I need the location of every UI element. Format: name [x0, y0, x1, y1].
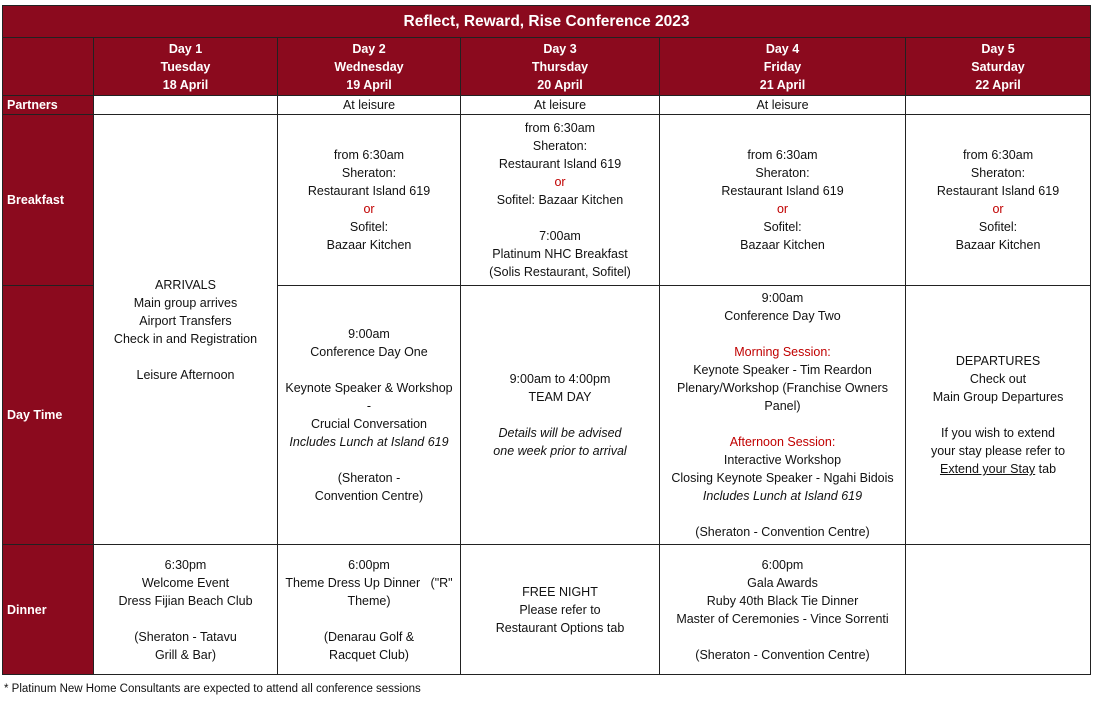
day-header-4 [660, 38, 906, 96]
session-note: one week prior to arrival [493, 444, 627, 458]
daytime-day4-cell [660, 286, 906, 545]
day-weekday: Wednesday [334, 59, 404, 74]
dinner-time: 6:00pm [348, 557, 390, 572]
day-date: 21 April [759, 77, 806, 92]
day-header-1 [94, 38, 278, 96]
breakfast-venue: Restaurant Island 619 [721, 184, 844, 198]
row-label-partners: Partners [3, 96, 94, 115]
session-venue: Convention Centre) [314, 489, 424, 503]
breakfast-venue: Restaurant Island 619 [307, 184, 431, 198]
footnote: * Platinum New Home Consultants are expected to attend all conference sessions [4, 683, 421, 695]
breakfast-venue: Sofitel: Bazaar Kitchen [496, 193, 624, 207]
day-date: 20 April [537, 77, 583, 92]
departures-line: Check out [969, 372, 1027, 386]
session-line: Closing Keynote Speaker - Ngahi Bidois [671, 471, 894, 485]
departures-heading: DEPARTURES [955, 354, 1041, 368]
partners-row [3, 96, 1091, 115]
dinner-line: Restaurant Options tab [495, 620, 625, 635]
dinner-venue: (Sheraton - Tatavu [134, 629, 237, 644]
daytime-day5-cell [906, 286, 1091, 545]
arrivals-line: Check in and Registration [113, 331, 258, 346]
dinner-time: 6:30pm [164, 557, 207, 572]
session-venue: (Sheraton - Convention Centre) [695, 525, 870, 539]
daytime-day3-cell [461, 286, 660, 545]
session-venue: (Sheraton - [337, 471, 401, 485]
breakfast-venue: Restaurant Island 619 [936, 184, 1060, 198]
day-number: Day 2 [352, 41, 386, 56]
breakfast-or: or [992, 202, 1004, 216]
row-label-dinner: Dinner [3, 545, 94, 675]
day-header-5 [906, 38, 1091, 96]
dinner-day3-cell [461, 545, 660, 675]
dinner-line: Gala Awards [747, 575, 818, 590]
session-line: Keynote Speaker - Tim Reardon [693, 363, 872, 377]
dinner-line: Welcome Event [141, 575, 230, 590]
day-header-3 [461, 38, 660, 96]
breakfast-hotel: Sheraton: [341, 166, 397, 180]
breakfast-venue: Bazaar Kitchen [955, 238, 1041, 252]
partners-day2-cell: At leisure [278, 96, 461, 115]
arrivals-line: Airport Transfers [139, 313, 232, 328]
day-weekday: Friday [763, 59, 802, 74]
departures-line: tab [1035, 462, 1057, 476]
departures-line: If you wish to extend [941, 426, 1055, 440]
breakfast-day2-cell [278, 115, 461, 286]
breakfast-or: or [554, 175, 566, 189]
dinner-venue: Racquet Club) [329, 647, 409, 662]
corner-cell [3, 38, 94, 96]
breakfast-time: from 6:30am [333, 148, 405, 162]
dinner-day4-cell [660, 545, 906, 675]
breakfast-time: from 6:30am [747, 148, 818, 162]
day-weekday: Saturday [971, 59, 1025, 74]
dinner-day5-cell [906, 545, 1091, 675]
extend-stay-line [906, 460, 1090, 478]
breakfast-or: or [776, 202, 789, 216]
dinner-day1-cell [94, 545, 278, 675]
dinner-line: Ruby 40th Black Tie Dinner [706, 593, 859, 608]
session-title: TEAM DAY [528, 390, 592, 404]
day-weekday: Thursday [531, 59, 589, 74]
breakfast-time: from 6:30am [962, 148, 1034, 162]
session-time: 9:00am [761, 291, 804, 305]
breakfast-row [3, 115, 1091, 286]
day-header-2 [278, 38, 461, 96]
dinner-time: 6:00pm [761, 557, 804, 572]
breakfast-hotel: Sofitel: [349, 220, 389, 234]
departures-line: your stay please refer to [930, 444, 1066, 458]
breakfast-day3-cell [461, 115, 660, 286]
breakfast-hotel: Sheraton: [532, 139, 588, 153]
arrivals-heading: ARRIVALS [155, 277, 216, 292]
breakfast-hotel: Sheraton: [970, 166, 1026, 180]
breakfast-venue: Bazaar Kitchen [326, 238, 412, 252]
dinner-line: Dress Fijian Beach Club [118, 593, 253, 608]
departures-line: Main Group Departures [932, 390, 1064, 404]
session-note: Includes Lunch at Island 619 [702, 489, 863, 503]
partners-day3-cell: At leisure [461, 96, 660, 115]
breakfast-venue: Restaurant Island 619 [498, 157, 622, 171]
afternoon-session-heading: Afternoon Session: [729, 435, 836, 449]
dinner-row [3, 545, 1091, 675]
session-line: Plenary/Workshop (Franchise Owners [677, 381, 888, 395]
session-note: Includes Lunch at Island 619 [289, 435, 449, 449]
day-number: Day 1 [168, 41, 203, 56]
day-number: Day 5 [981, 41, 1015, 56]
breakfast-hotel: Sofitel: [763, 220, 802, 234]
extend-stay-link[interactable]: Extend your Stay [939, 462, 1036, 476]
breakfast-hotel: Sheraton: [755, 166, 810, 180]
day-weekday: Tuesday [160, 59, 211, 74]
arrivals-line: Main group arrives [133, 295, 238, 310]
dinner-venue: (Denarau Golf & [323, 629, 415, 644]
breakfast-day5-cell [906, 115, 1091, 286]
partners-day5-cell [906, 96, 1091, 115]
session-time: 9:00am to 4:00pm [509, 372, 611, 386]
dinner-line: Master of Ceremonies - Vince Sorrenti [676, 611, 889, 626]
breakfast-venue: Bazaar Kitchen [740, 238, 825, 252]
daytime-day2-cell [278, 286, 461, 545]
breakfast-event-venue: (Solis Restaurant, Sofitel) [489, 265, 631, 279]
dinner-line: Theme) [347, 593, 391, 608]
breakfast-hotel: Sofitel: [978, 220, 1018, 234]
session-line: Panel) [764, 399, 801, 413]
morning-session-heading: Morning Session: [734, 345, 831, 359]
session-title: Conference Day Two [724, 309, 841, 323]
session-line: Keynote Speaker & Workshop [285, 381, 453, 395]
day-number: Day 3 [543, 41, 577, 56]
dinner-venue: (Sheraton - Convention Centre) [695, 647, 870, 662]
day-header-row [3, 38, 1091, 96]
dinner-line: Theme Dress Up Dinner ("R" [285, 575, 453, 590]
dinner-line: Please refer to [519, 602, 601, 617]
session-title: Conference Day One [310, 345, 428, 359]
page-title: Reflect, Reward, Rise Conference 2023 [3, 6, 1091, 38]
breakfast-or: or [363, 202, 375, 216]
schedule-table [2, 5, 1091, 675]
session-time: 9:00am [348, 327, 390, 341]
day-date: 18 April [162, 77, 209, 92]
row-label-breakfast: Breakfast [3, 115, 94, 286]
session-note: Details will be advised [498, 426, 622, 440]
day-date: 19 April [346, 77, 392, 92]
breakfast-time: from 6:30am [524, 121, 596, 135]
partners-day4-cell: At leisure [660, 96, 906, 115]
session-line: Crucial Conversation [310, 417, 428, 431]
row-label-daytime: Day Time [3, 286, 94, 545]
breakfast-event: Platinum NHC Breakfast [492, 247, 628, 261]
dinner-venue: Grill & Bar) [154, 647, 217, 662]
session-line: - [366, 399, 372, 413]
breakfast-day4-cell [660, 115, 906, 286]
title-row [3, 6, 1091, 38]
arrivals-cell [94, 115, 278, 545]
session-line: Interactive Workshop [723, 453, 842, 467]
day-number: Day 4 [765, 41, 800, 56]
day-date: 22 April [975, 77, 1021, 92]
breakfast-time: 7:00am [539, 229, 581, 243]
arrivals-line: Leisure Afternoon [136, 367, 235, 382]
dinner-line: FREE NIGHT [522, 584, 598, 599]
dinner-day2-cell [278, 545, 461, 675]
partners-day1-cell [94, 96, 278, 115]
